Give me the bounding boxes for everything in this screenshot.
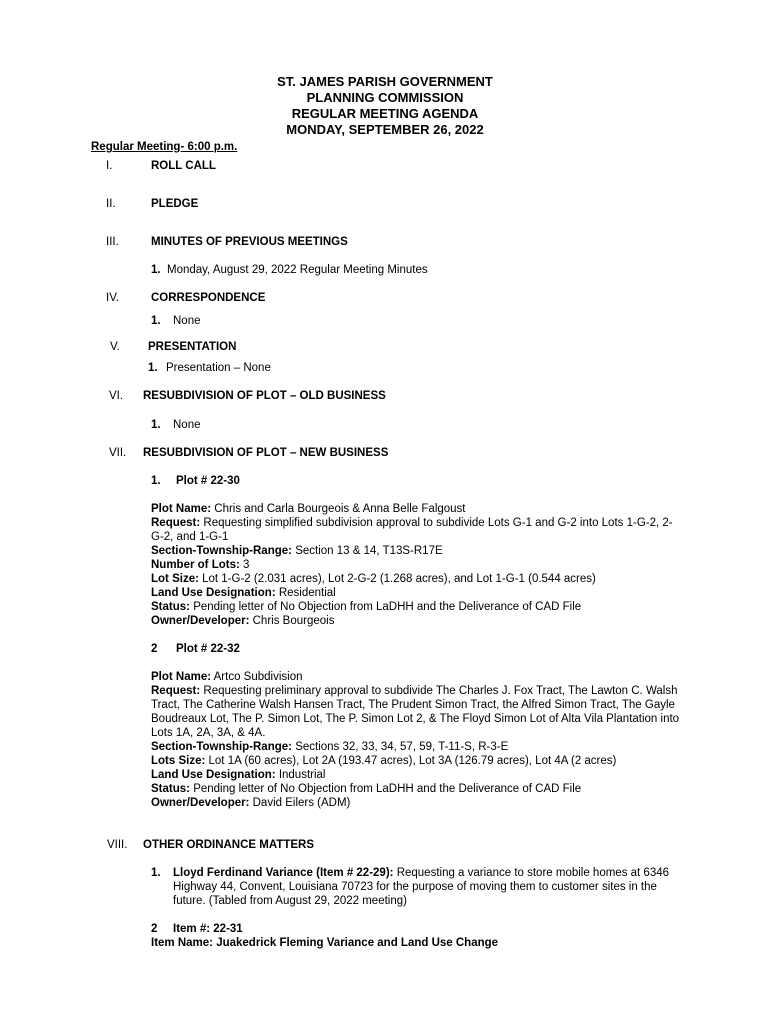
section-title: RESUBDIVISION OF PLOT – OLD BUSINESS [143, 390, 386, 402]
item-number: 2 [151, 923, 158, 935]
section-title: MINUTES OF PREVIOUS MEETINGS [151, 236, 348, 248]
plot-section-township-range: Section 13 & 14, T13S-R17E [295, 545, 443, 557]
field-label: Section-Township-Range: [151, 545, 292, 557]
plot-number-of-lots: 3 [243, 559, 250, 571]
item-text: None [173, 315, 201, 327]
plot-name: Chris and Carla Bourgeois & Anna Belle Falgoust [214, 503, 466, 515]
plot-status: Pending letter of No Objection from LaDHH and the Deliverance of CAD File [193, 601, 582, 613]
plot-title: Plot # 22-30 [176, 475, 240, 487]
field-label: Item #: [173, 923, 211, 935]
field-label: Item Name: [151, 937, 213, 949]
field-label: Owner/Developer: [151, 797, 250, 809]
item-number: 1. [151, 315, 161, 327]
field-label: Request: [151, 517, 201, 529]
ordinance-item [173, 922, 243, 936]
item-text: None [173, 419, 201, 431]
field-label: Lots Size: [151, 755, 206, 767]
section-number: VII. [109, 447, 127, 459]
plot-owner: David Eilers (ADM) [252, 797, 351, 809]
field-label: Request: [151, 685, 201, 697]
section-number: V. [110, 341, 120, 353]
section-title: PRESENTATION [148, 341, 237, 353]
item-name-value: Juakedrick Fleming Variance and Land Use Change [216, 937, 499, 949]
plot-section-township-range: Sections 32, 33, 34, 57, 59, T-11-S, R-3-E [295, 741, 509, 753]
section-number: III. [106, 236, 119, 248]
meeting-time: Regular Meeting- 6:00 p.m. [91, 141, 238, 153]
field-label: Lot Size: [151, 573, 199, 585]
item-number: 1. [151, 867, 161, 879]
plot-number: 2 [151, 643, 158, 655]
item-title: Lloyd Ferdinand Variance (Item # 22-29): [173, 867, 394, 879]
header-government: ST. JAMES PARISH GOVERNMENT [277, 74, 493, 89]
plot-land-use: Industrial [278, 769, 326, 781]
plot-land-use: Residential [278, 587, 336, 599]
header-date: MONDAY, SEPTEMBER 26, 2022 [286, 122, 484, 137]
section-title: CORRESPONDENCE [151, 292, 266, 304]
field-label: Plot Name: [151, 503, 212, 515]
section-title: OTHER ORDINANCE MATTERS [143, 839, 315, 851]
plot-details [151, 670, 681, 810]
item-number-value: 22-31 [213, 923, 243, 935]
field-label: Status: [151, 601, 190, 613]
section-title: ROLL CALL [151, 160, 216, 172]
plot-request: Requesting preliminary approval to subdivide The Charles J. Fox Tract, The Lawton C. Walsh Tract, The Catherine Walsh Hansen Tract, The Prudent Simon Tract, the Alfred Simon Tract, The Gayle Boudreaux Lot, The P. Simon Lot, The P. Simon Lot 2, & The Floyd Simon Lot of Alta Vila Plantation into Lots 1A, 2A, 3A, & 4A. [151, 685, 680, 739]
field-label: Land Use Designation: [151, 587, 276, 599]
ordinance-item [173, 866, 683, 908]
plot-owner: Chris Bourgeois [252, 615, 335, 627]
plot-lot-size: Lot 1-G-2 (2.031 acres), Lot 2-G-2 (1.268 acres), and Lot 1-G-1 (0.544 acres) [202, 573, 596, 585]
header-agenda: REGULAR MEETING AGENDA [291, 106, 479, 121]
section-number: VI. [109, 390, 124, 402]
section-title: RESUBDIVISION OF PLOT – NEW BUSINESS [143, 447, 389, 459]
item-number: 1. [151, 419, 161, 431]
item-number: 1. [148, 362, 158, 374]
section-number: VIII. [107, 839, 128, 851]
field-label: Land Use Designation: [151, 769, 276, 781]
item-text: Presentation – None [166, 362, 271, 374]
plot-lot-size: Lot 1A (60 acres), Lot 2A (193.47 acres), Lot 3A (126.79 acres), Lot 4A (2 acres) [208, 755, 617, 767]
item-description: Requesting a variance to store mobile homes at 6346 Highway 44, Convent, Louisiana 70723 for the purpose of moving them to customer sites in the future. (Tabled from August 29, 2022 meeting) [173, 867, 670, 907]
plot-status: Pending letter of No Objection from LaDHH and the Deliverance of CAD File [193, 783, 582, 795]
header-commission: PLANNING COMMISSION [306, 90, 464, 105]
field-label: Owner/Developer: [151, 615, 250, 627]
field-label: Section-Township-Range: [151, 741, 292, 753]
section-number: IV. [106, 292, 120, 304]
document-header [0, 74, 770, 138]
plot-title: Plot # 22-32 [176, 643, 240, 655]
field-label: Status: [151, 783, 190, 795]
section-title: PLEDGE [151, 198, 199, 210]
section-number: II. [106, 198, 116, 210]
field-label: Number of Lots: [151, 559, 240, 571]
field-label: Plot Name: [151, 671, 212, 683]
item-number: 1. [151, 264, 161, 276]
ordinance-item-name [151, 936, 498, 950]
plot-request: Requesting simplified subdivision approval to subdivide Lots G-1 and G-2 into Lots 1-G-2, 2-G-2, and 1-G-1 [151, 517, 673, 543]
item-text: Monday, August 29, 2022 Regular Meeting Minutes [167, 264, 428, 276]
plot-details [151, 502, 681, 628]
section-number: I. [106, 160, 113, 172]
plot-name: Artco Subdivision [213, 671, 303, 683]
plot-number: 1. [151, 475, 161, 487]
